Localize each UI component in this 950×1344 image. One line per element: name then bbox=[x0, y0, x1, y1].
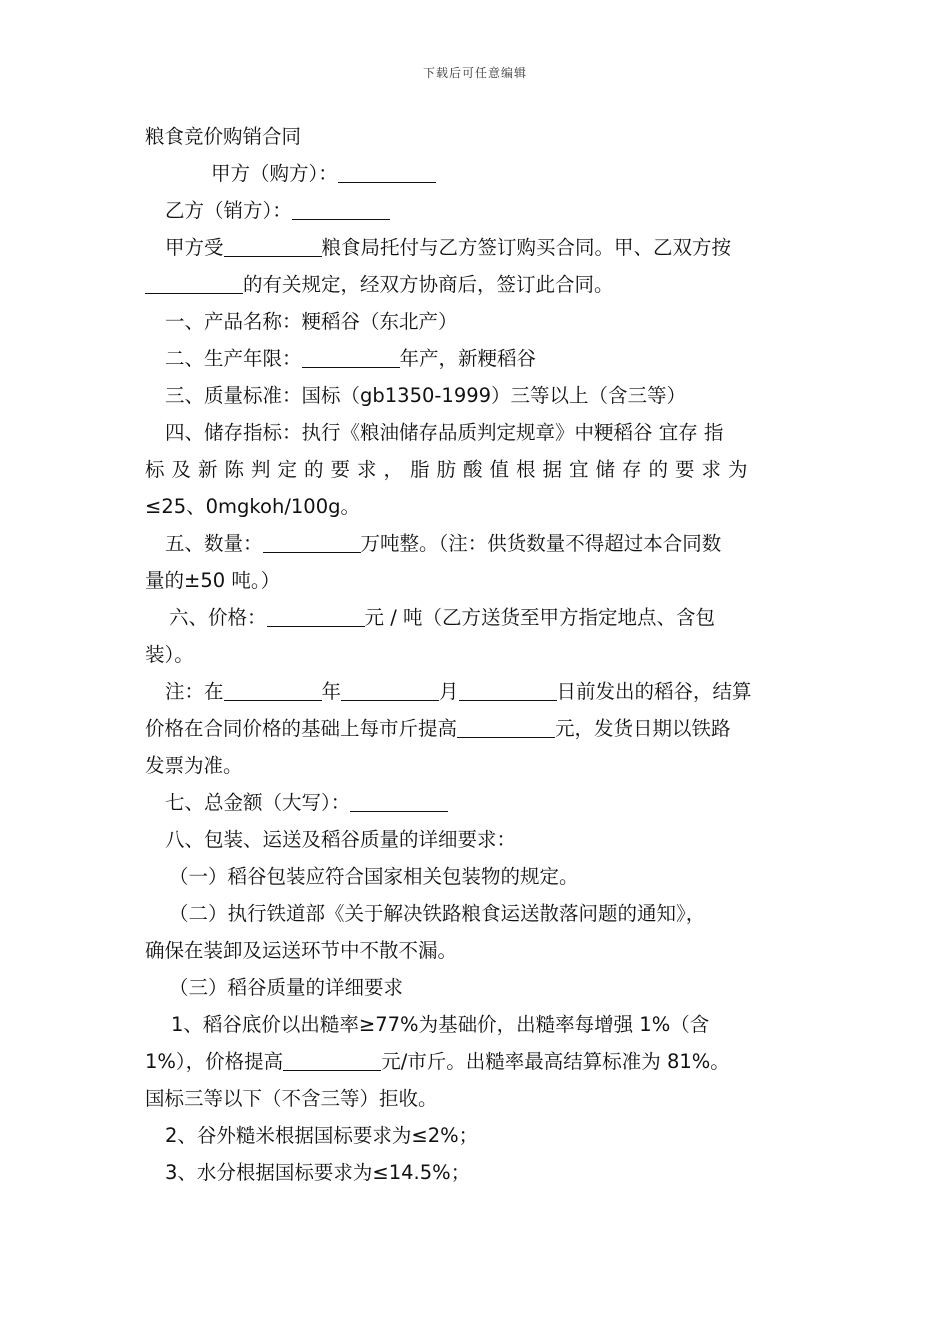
item-3: 三、质量标准：国标（gb1350-1999）三等以上（含三等） bbox=[165, 384, 687, 407]
item-5-blank bbox=[263, 530, 361, 553]
intro-line-2 bbox=[145, 266, 807, 303]
req-1-line-1: 1、稻谷底价以出糙率≥77%为基础价，出糙率每增强 1%（含 bbox=[171, 1013, 710, 1036]
intro-text-2: 粮食局托付与乙方签订购买合同。甲、乙双方按 bbox=[321, 236, 732, 259]
note-line-1 bbox=[145, 673, 807, 710]
sub-1: （一）稻谷包装应符合国家相关包装物的规定。 bbox=[169, 865, 579, 888]
note-text: 日前发出的稻谷，结算 bbox=[556, 680, 752, 703]
note-date-text: 元，发货日期以铁路 bbox=[555, 717, 731, 740]
intro-text-1: 甲方受 bbox=[165, 236, 224, 259]
item-5-line-2: 量的±50 吨。） bbox=[145, 569, 281, 592]
req-1-blank bbox=[283, 1048, 381, 1071]
item-2-text: 年产，新粳稻谷 bbox=[399, 347, 537, 370]
intro-line-1 bbox=[145, 229, 807, 266]
note-month: 月 bbox=[439, 680, 459, 703]
party-b-label: 乙方（销方）： bbox=[165, 199, 292, 222]
contract-title: 粮食竞价购销合同 bbox=[145, 125, 302, 148]
party-b-blank bbox=[292, 197, 390, 220]
item-8: 八、包装、运送及稻谷质量的详细要求： bbox=[165, 828, 517, 851]
party-a-blank bbox=[338, 160, 436, 183]
req-1-text-a: 1%），价格提高 bbox=[145, 1050, 284, 1073]
item-5-text: 万吨整。（注：供货数量不得超过本合同数 bbox=[360, 532, 722, 555]
item-6-line-1 bbox=[145, 599, 807, 636]
item-6-line-2: 装）。 bbox=[145, 643, 194, 666]
sub-2-line-2: 确保在装卸及运送环节中不散不漏。 bbox=[145, 939, 458, 962]
page-header-note: 下载后可任意编辑 bbox=[422, 66, 527, 80]
item-6-text: 元 / 吨（乙方送货至甲方指定地点、含包 bbox=[364, 606, 715, 629]
item-2-label: 二、生产年限： bbox=[165, 347, 302, 370]
req-2: 2、谷外糙米根据国标要求为≤2%； bbox=[165, 1124, 479, 1147]
item-2 bbox=[145, 340, 807, 377]
party-b-line bbox=[145, 192, 807, 229]
req-3: 3、水分根据国标要求为≤14.5%； bbox=[165, 1161, 471, 1184]
note-blank-month bbox=[341, 678, 439, 701]
intro-blank-1 bbox=[224, 234, 322, 257]
req-1-line-3: 国标三等以下（不含三等）拒收。 bbox=[145, 1087, 438, 1110]
item-7 bbox=[145, 784, 807, 821]
party-a-label: 甲方（购方）： bbox=[211, 162, 338, 185]
item-5-label: 五、数量： bbox=[165, 532, 263, 555]
note-blank-day bbox=[459, 678, 557, 701]
item-4-line-2: 标及新陈判定的要求，脂肪酸值根据宜储存的要求为 bbox=[145, 458, 755, 481]
intro-text-3: 的有关规定，经双方协商后，签订此合同。 bbox=[243, 273, 614, 296]
sub-2-line-1: （二）执行铁道部《关于解决铁路粮食运送散落问题的通知》， bbox=[169, 902, 706, 925]
note-label: 注：在 bbox=[165, 680, 224, 703]
note-line-2 bbox=[145, 710, 807, 747]
req-1-text-b: 元/市斤。出糙率最高结算标准为 81%。 bbox=[381, 1050, 730, 1073]
party-a-line bbox=[145, 155, 807, 192]
item-6-blank bbox=[267, 604, 365, 627]
item-7-blank bbox=[350, 789, 448, 812]
note-blank-year bbox=[224, 678, 322, 701]
intro-blank-2 bbox=[145, 271, 243, 294]
item-4-line-3: ≤25、0mgkoh/100g。 bbox=[145, 495, 360, 518]
contract-body bbox=[145, 118, 807, 1191]
note-line-3: 发票为准。 bbox=[145, 754, 243, 777]
item-1: 一、产品名称：粳稻谷（东北产） bbox=[165, 310, 458, 333]
item-4-line-1: 四、储存指标：执行《粮油储存品质判定规章》中粳稻谷 宜存 指 bbox=[165, 421, 724, 444]
item-5-line-1 bbox=[145, 525, 807, 562]
note-price-text: 价格在合同价格的基础上每市斤提高 bbox=[145, 717, 458, 740]
item-7-label: 七、总金额（大写）： bbox=[165, 791, 351, 814]
sub-3: （三）稻谷质量的详细要求 bbox=[169, 976, 404, 999]
note-year: 年 bbox=[321, 680, 342, 703]
req-1-line-2 bbox=[145, 1043, 807, 1080]
item-2-blank bbox=[302, 345, 400, 368]
item-6-label: 六、价格： bbox=[169, 606, 267, 629]
note-blank-price bbox=[457, 715, 555, 738]
